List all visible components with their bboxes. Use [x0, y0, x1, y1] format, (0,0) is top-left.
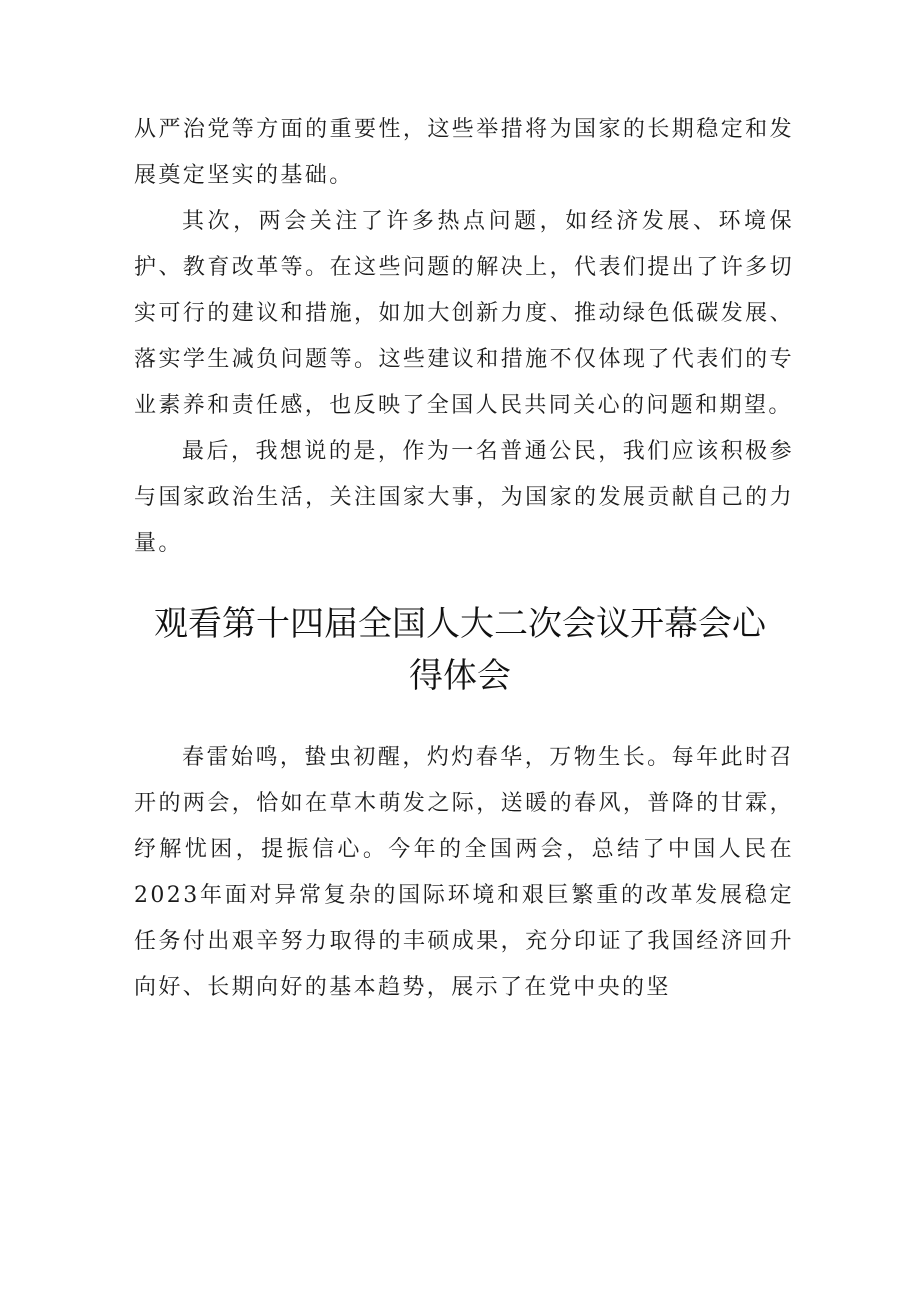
article-body-top [134, 107, 794, 567]
article-body-bottom [134, 735, 794, 1011]
title-line-1: 观看第十四届全国人大二次会议开幕会心 [154, 604, 766, 644]
paragraph-second-point: 其次，两会关注了许多热点问题，如经济发展、环境保护、教育改革等。在这些问题的解决上，代表们提出了许多切实可行的建议和措施，如加大创新力度、推动绿色低碳发展、落实学生减负问题等。这些建议和措施不仅体现了代表们的专业素养和责任感，也反映了全国人民共同关心的问题和期望。 [134, 209, 794, 418]
paragraph-continued: 从严治党等方面的重要性，这些举措将为国家的长期稳定和发展奠定坚实的基础。 [134, 117, 794, 188]
paragraph-closing: 最后，我想说的是，作为一名普通公民，我们应该积极参与国家政治生活，关注国家大事，为国家的发展贡献自己的力量。 [134, 439, 794, 556]
article-title [120, 598, 800, 702]
title-line-2: 得体会 [409, 656, 511, 696]
paragraph-opening: 春雷始鸣，蛰虫初醒，灼灼春华，万物生长。每年此时召开的两会，恰如在草木萌发之际，送暖的春风，普降的甘霖，纾解忧困，提振信心。今年的全国两会，总结了中国人民在2023年面对异常复杂的国际环境和艰巨繁重的改革发展稳定任务付出艰辛努力取得的丰硕成果，充分印证了我国经济回升向好、长期向好的基本趋势，展示了在党中央的坚 [134, 745, 794, 1000]
